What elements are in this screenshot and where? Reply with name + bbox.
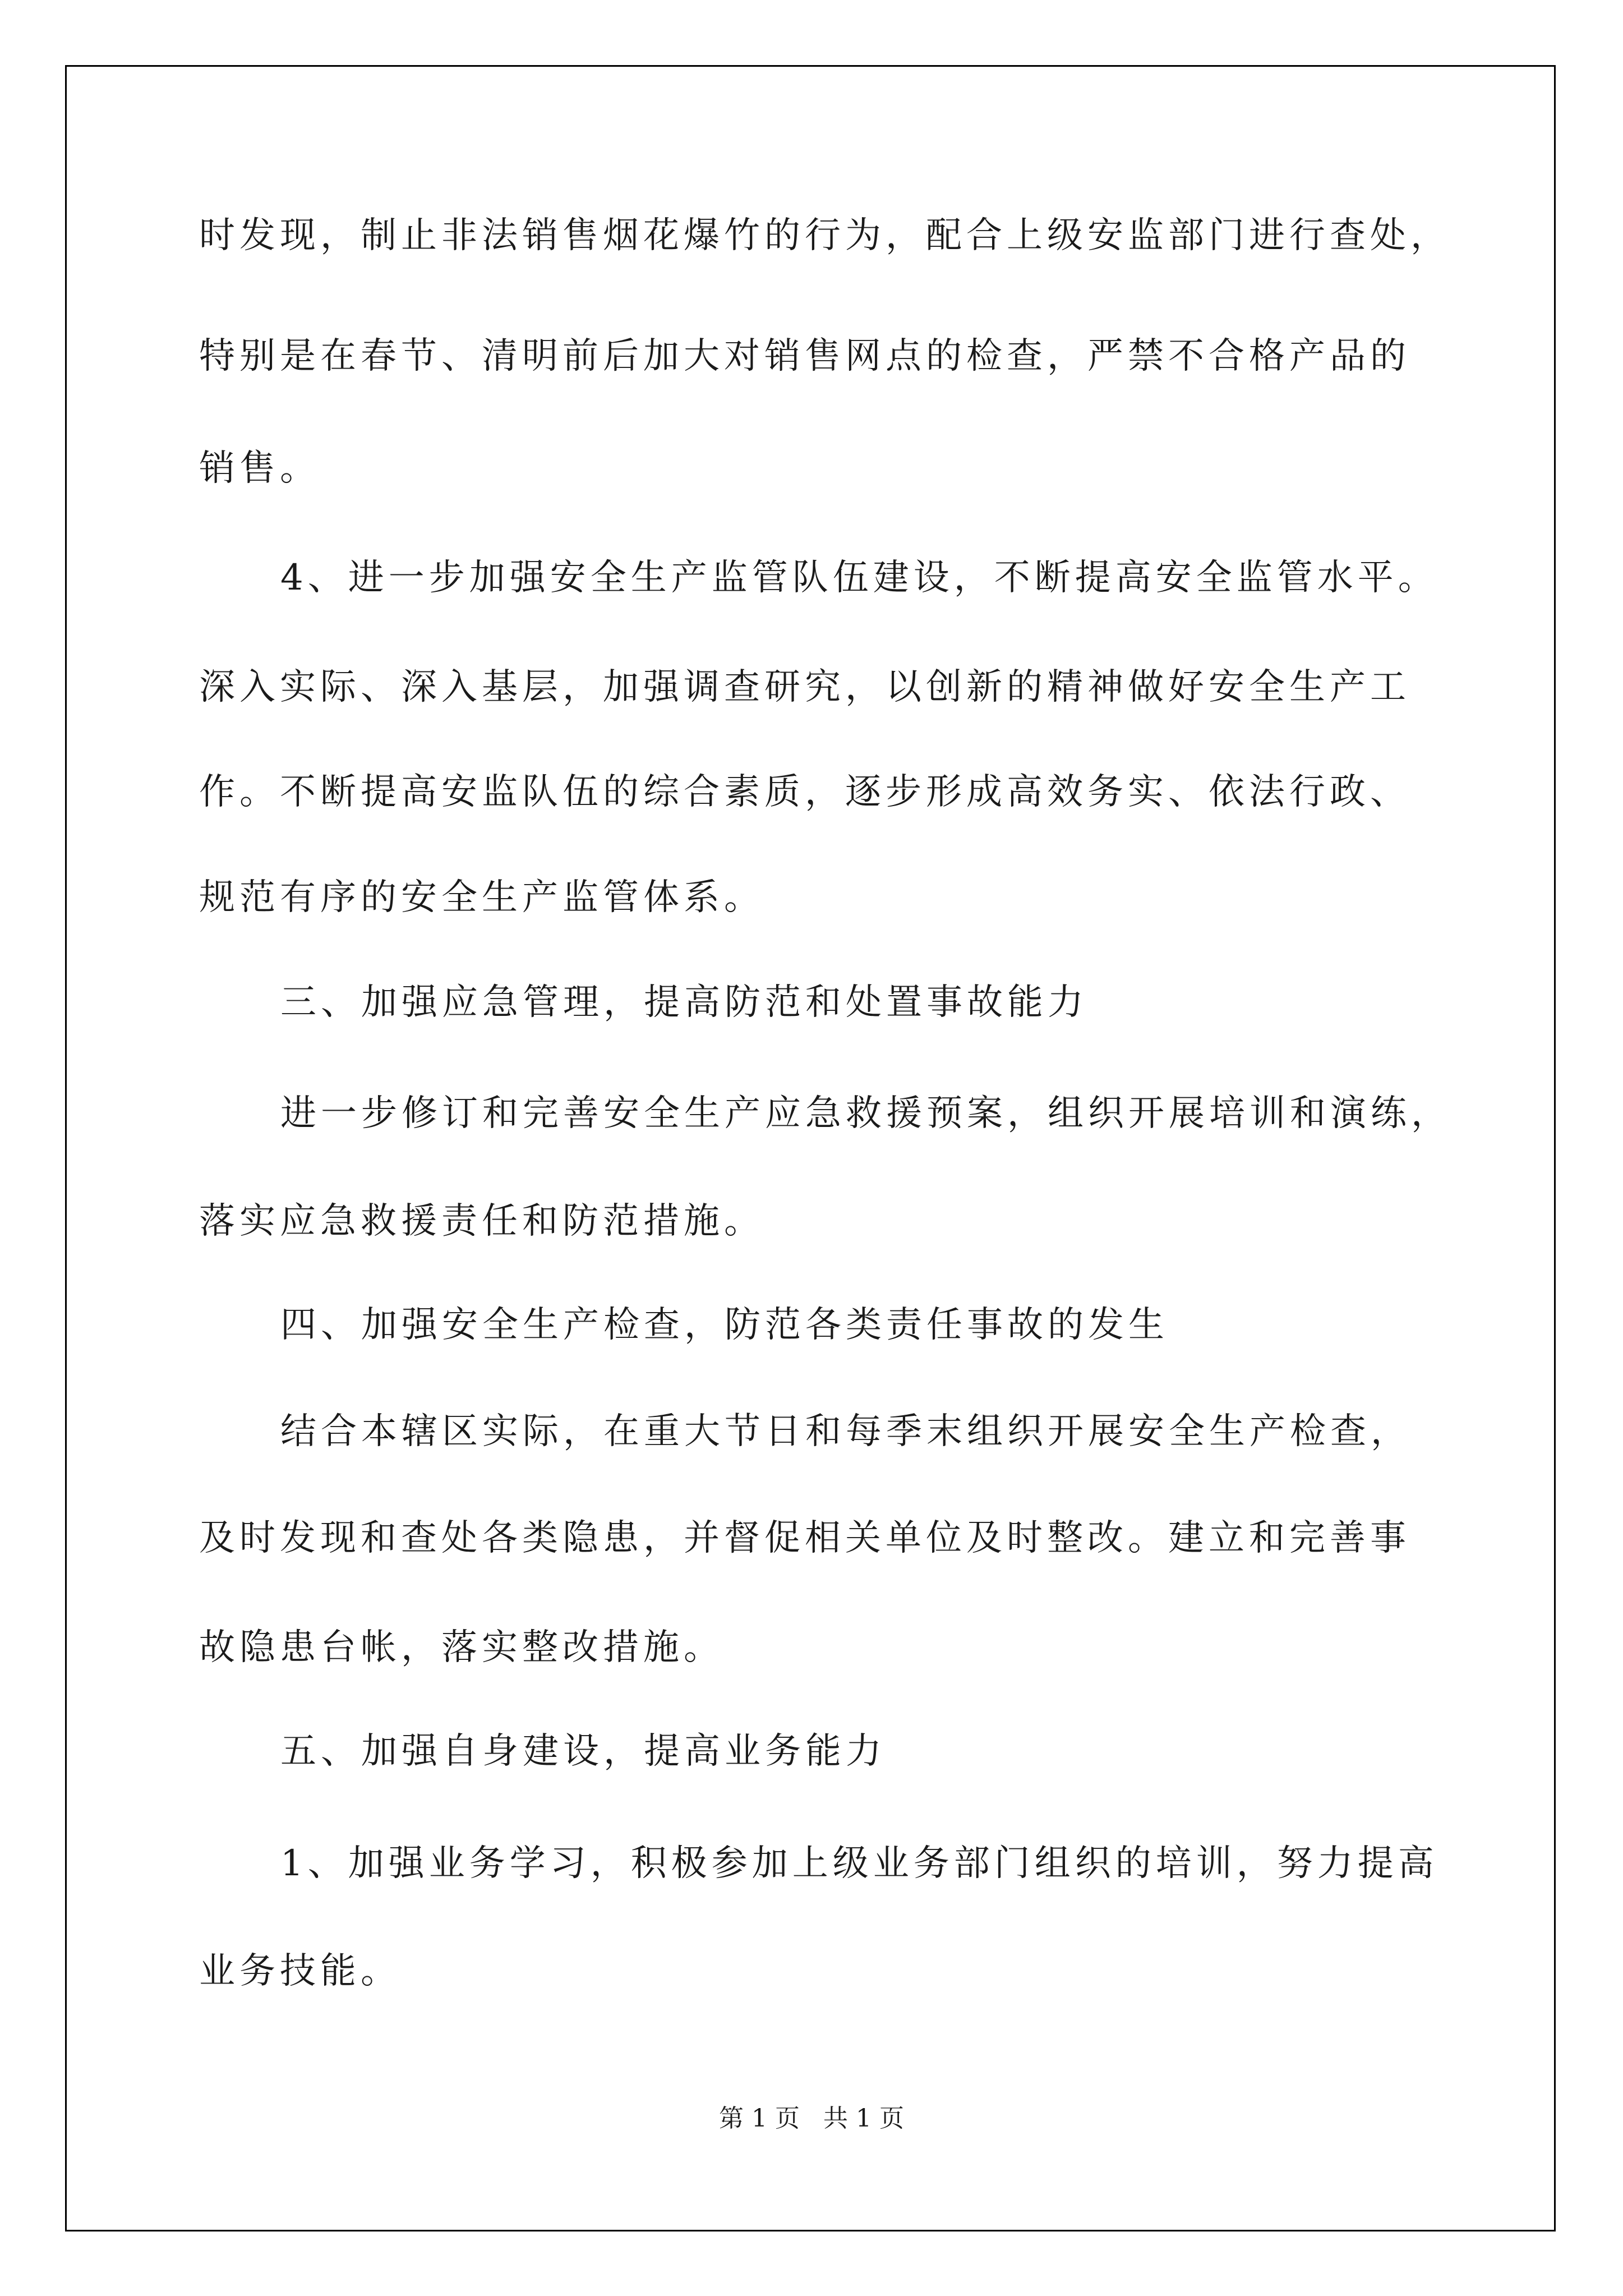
text-line-17: 业务技能。 — [199, 1950, 401, 1992]
text-line-9: 进一步修订和完善安全生产应急救援预案，组织开展培训和演练， — [280, 1093, 1451, 1134]
text-line-5: 深入实际、深入基层，加强调查研究，以创新的精神做好安全生产工 — [199, 666, 1410, 708]
text-line-7: 规范有序的安全生产监管体系。 — [199, 877, 764, 918]
text-line-1: 时发现，制止非法销售烟花爆竹的行为，配合上级安监部门进行查处， — [199, 215, 1451, 256]
page-footer: 第 1 页 共 1 页 — [719, 2104, 904, 2133]
text-line-6: 作。不断提高安监队伍的综合素质，逐步形成高效务实、依法行政、 — [199, 771, 1410, 813]
text-line-14: 故隐患台帐，落实整改措施。 — [199, 1627, 724, 1668]
text-line-10: 落实应急救援责任和防范措施。 — [199, 1200, 764, 1242]
text-line-2: 特别是在春节、清明前后加大对销售网点的检查，严禁不合格产品的 — [199, 335, 1410, 377]
text-line-12: 结合本辖区实际，在重大节日和每季末组织开展安全生产检查， — [280, 1411, 1411, 1452]
page-border — [65, 65, 1556, 2231]
text-line-3: 销售。 — [199, 448, 320, 489]
text-line-4: 4、进一步加强安全生产监管队伍建设，不断提高安全监管水平。 — [280, 557, 1438, 599]
section-heading-4: 四、加强安全生产检查，防范各类责任事故的发生 — [280, 1304, 1169, 1346]
text-line-16: 1、加强业务学习，积极参加上级业务部门组织的培训，努力提高 — [280, 1843, 1438, 1884]
section-heading-5: 五、加强自身建设，提高业务能力 — [280, 1731, 886, 1772]
text-line-13: 及时发现和查处各类隐患，并督促相关单位及时整改。建立和完善事 — [199, 1517, 1410, 1559]
section-heading-3: 三、加强应急管理，提高防范和处置事故能力 — [280, 982, 1088, 1023]
